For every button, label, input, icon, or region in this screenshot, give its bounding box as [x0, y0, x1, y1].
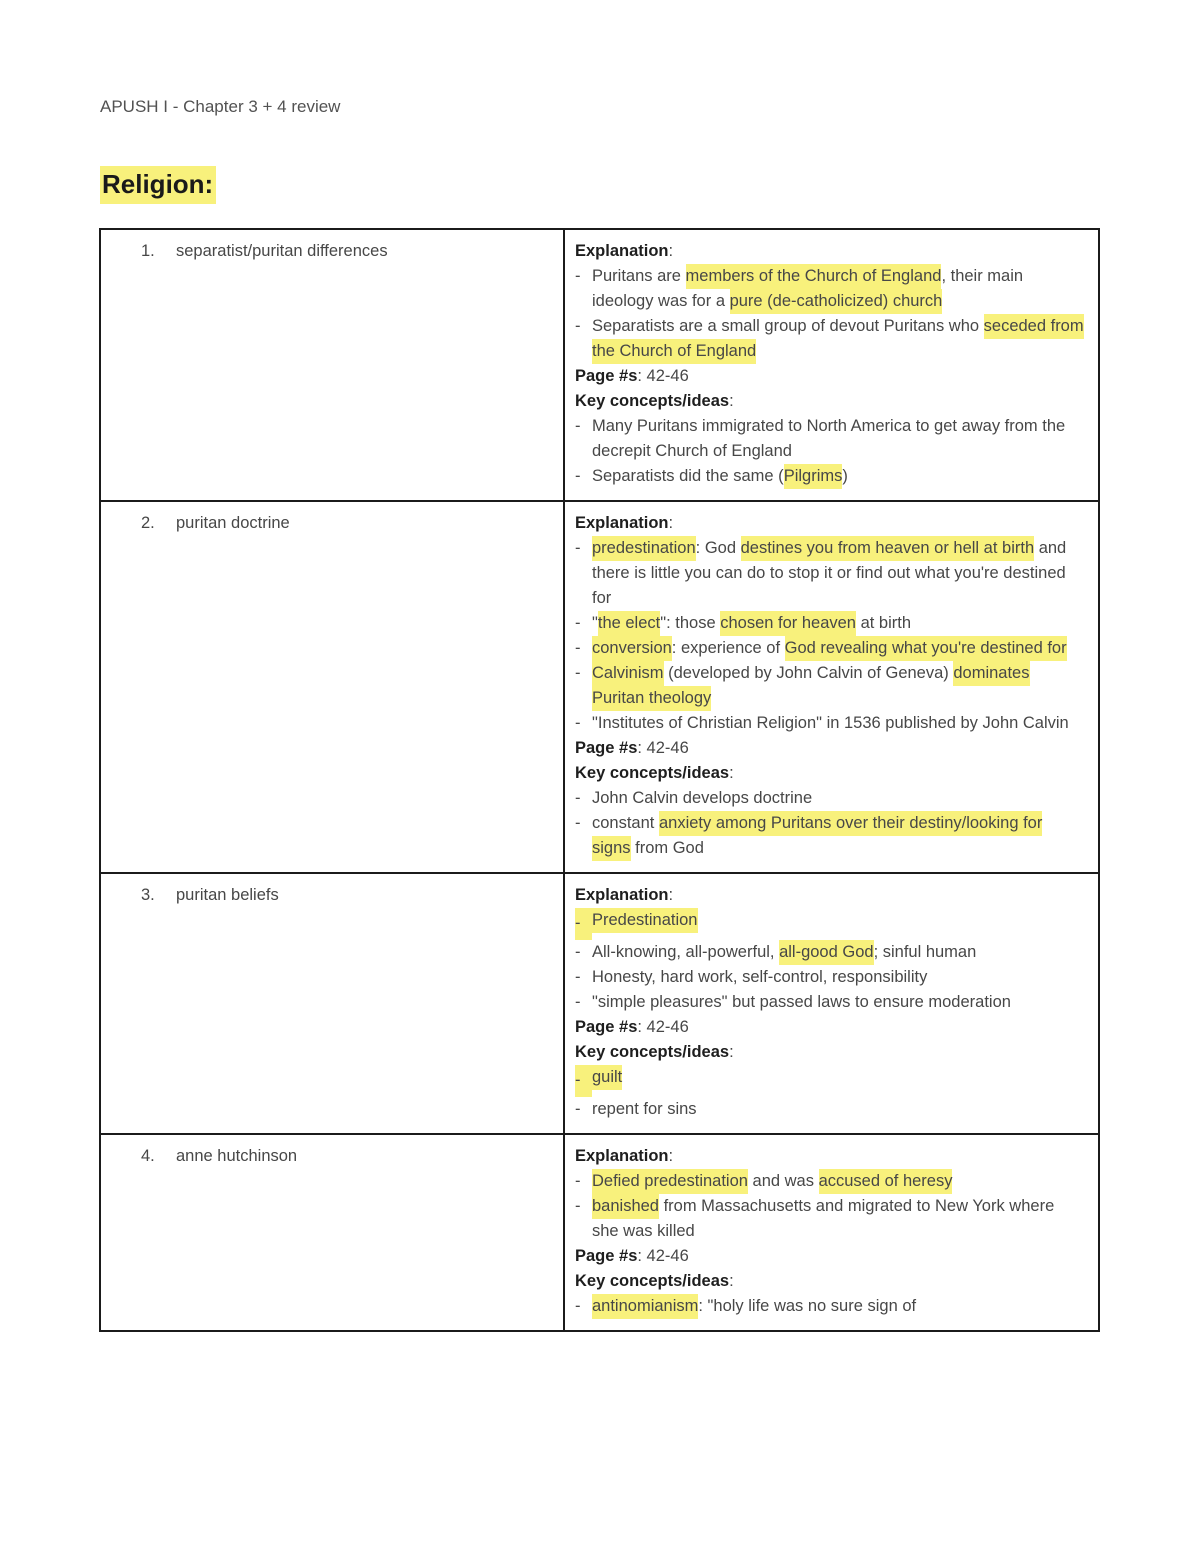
bullet-item	[575, 264, 1085, 314]
highlight-segment: destines you from heaven or hell at birth	[741, 536, 1035, 561]
bullet-dash: -	[575, 317, 581, 335]
label-line: Page #s: 42-46	[575, 739, 689, 757]
bullet-text	[592, 1169, 1085, 1194]
bullet-dash: -	[575, 908, 592, 940]
label-bold: Page #s	[575, 1018, 638, 1036]
topic-number: 1.	[141, 242, 155, 260]
bullet-dash: -	[575, 1065, 592, 1097]
highlight-segment: banished	[592, 1194, 659, 1219]
topic-cell	[100, 501, 564, 873]
bullet-item	[575, 990, 1085, 1015]
highlight-segment: Defied predestination	[592, 1169, 748, 1194]
doc-title: APUSH I - Chapter 3 + 4 review	[100, 97, 341, 116]
label-bold: Key concepts/ideas	[575, 1043, 730, 1061]
highlight-segment: conversion	[592, 636, 672, 661]
label-bold: Explanation	[575, 242, 669, 260]
bullet-dash: -	[575, 267, 581, 285]
bullet-item	[575, 1065, 1085, 1097]
highlight-segment: predestination	[592, 536, 696, 561]
table-row	[100, 873, 1099, 1134]
label-bold: Explanation	[575, 1147, 669, 1165]
bullet-dash: -	[575, 639, 581, 657]
bullet-text	[592, 264, 1085, 314]
highlight-segment: antinomianism	[592, 1294, 698, 1319]
bullet-item	[575, 711, 1085, 736]
table-row	[100, 501, 1099, 873]
bullet-text	[592, 1065, 1085, 1097]
label-bold: Key concepts/ideas	[575, 392, 730, 410]
label-bold: Explanation	[575, 514, 669, 532]
label-line: Page #s: 42-46	[575, 367, 689, 385]
explanation-cell	[564, 501, 1099, 873]
bullet-dash: -	[575, 943, 581, 961]
text-segment: ; sinful human	[873, 943, 977, 961]
topic-number: 4.	[141, 1147, 155, 1165]
label-bold: Key concepts/ideas	[575, 1272, 730, 1290]
bullet-dash: -	[575, 968, 581, 986]
label-line: Explanation:	[575, 242, 674, 260]
label-line: Key concepts/ideas:	[575, 764, 734, 782]
bullet-item	[575, 536, 1085, 611]
bullet-text	[592, 1294, 1085, 1319]
topic-text: puritan doctrine	[176, 514, 290, 532]
bullet-dash: -	[575, 664, 581, 682]
bullet-text	[592, 965, 1085, 990]
label-bold: Key concepts/ideas	[575, 764, 730, 782]
label-bold: Page #s	[575, 1247, 638, 1265]
bullet-item	[575, 1294, 1085, 1319]
text-segment: Many Puritans immigrated to North America to get away from the decrepit Church of England	[592, 417, 1066, 460]
label-line: Key concepts/ideas:	[575, 1043, 734, 1061]
highlight-segment: guilt	[592, 1065, 622, 1090]
bullet-text	[592, 1194, 1085, 1244]
topic-text: separatist/puritan differences	[176, 242, 388, 260]
bullet-item	[575, 464, 1085, 489]
text-segment: from God	[630, 839, 704, 857]
highlight-segment: dominates Puritan theology	[592, 661, 1030, 711]
label-line: Key concepts/ideas:	[575, 1272, 734, 1290]
bullet-text	[592, 908, 1085, 940]
bullet-item	[575, 414, 1085, 464]
label-bold: Explanation	[575, 886, 669, 904]
bullet-text	[592, 1097, 1085, 1122]
topic-number: 3.	[141, 886, 155, 904]
topic-line	[141, 1144, 555, 1169]
topic-text: anne hutchinson	[176, 1147, 298, 1165]
bullet-item	[575, 611, 1085, 636]
topic-line	[141, 239, 555, 264]
bullet-text	[592, 661, 1085, 711]
topic-line	[141, 883, 555, 908]
bullet-dash: -	[575, 539, 581, 557]
bullet-dash: -	[575, 614, 581, 632]
highlight-segment: seceded from the Church of England	[592, 314, 1084, 364]
bullet-item	[575, 314, 1085, 364]
topic-cell	[100, 873, 564, 1134]
bullet-dash: -	[575, 1172, 581, 1190]
text-segment: : experience of	[671, 639, 785, 657]
explanation-cell	[564, 873, 1099, 1134]
highlight-segment: God revealing what you're destined for	[785, 636, 1067, 661]
text-segment: : "holy life was no sure sign of	[698, 1297, 917, 1315]
bullet-item	[575, 965, 1085, 990]
highlight-segment: pure (de-catholicized) church	[730, 289, 943, 314]
text-segment: ": those	[660, 614, 721, 632]
text-segment: Separatists are a small group of devout Puritans who	[592, 317, 984, 335]
explanation-cell	[564, 1134, 1099, 1331]
label-line: Explanation:	[575, 886, 674, 904]
bullet-dash: -	[575, 1297, 581, 1315]
table-row	[100, 229, 1099, 501]
highlight-segment: the elect	[598, 611, 660, 636]
bullet-item	[575, 1169, 1085, 1194]
text-segment: , their main ideology was for a	[592, 267, 1024, 310]
bullet-text	[592, 414, 1085, 464]
bullet-dash: -	[575, 993, 581, 1011]
text-segment: constant	[592, 814, 659, 832]
text-segment: John Calvin develops doctrine	[592, 789, 813, 807]
bullet-dash: -	[575, 467, 581, 485]
text-segment: and was	[747, 1172, 819, 1190]
text-segment: from Massachusetts and migrated to New York where she was killed	[592, 1197, 1055, 1240]
highlight-segment: Predestination	[592, 908, 698, 933]
highlight-segment: anxiety among Puritans over their destiny/looking for signs	[592, 811, 1042, 861]
bullet-text	[592, 786, 1085, 811]
highlight-segment: accused of heresy	[819, 1169, 953, 1194]
topic-cell	[100, 1134, 564, 1331]
label-line: Page #s: 42-46	[575, 1247, 689, 1265]
bullet-text	[592, 990, 1085, 1015]
bullet-item	[575, 940, 1085, 965]
section-heading	[100, 165, 216, 203]
bullet-text	[592, 464, 1085, 489]
explanation-cell	[564, 229, 1099, 501]
topic-line	[141, 511, 555, 536]
text-segment: : God	[695, 539, 741, 557]
text-segment: "simple pleasures" but passed laws to ensure moderation	[592, 993, 1011, 1011]
highlight-segment: Pilgrims	[784, 464, 843, 489]
bullet-dash: -	[575, 714, 581, 732]
label-line: Explanation:	[575, 514, 674, 532]
text-segment: "Institutes of Christian Religion" in 1536 published by John Calvin	[592, 714, 1069, 732]
bullet-text	[592, 314, 1085, 364]
bullet-text	[592, 711, 1085, 736]
text-segment: Honesty, hard work, self-control, responsibility	[592, 968, 928, 986]
bullet-item	[575, 786, 1085, 811]
text-segment: "	[592, 614, 598, 632]
section-heading-highlight: Religion:	[100, 166, 216, 204]
text-segment: and there is little you can do to stop it or find out what you're destined for	[592, 539, 1067, 607]
text-segment: Puritans are	[592, 267, 686, 285]
text-segment: at birth	[855, 614, 912, 632]
topic-text: puritan beliefs	[176, 886, 279, 904]
bullet-text	[592, 611, 1085, 636]
highlight-segment: members of the Church of England	[686, 264, 942, 289]
bullet-text	[592, 536, 1085, 611]
bullet-dash: -	[575, 789, 581, 807]
highlight-segment: all-good God	[779, 940, 873, 965]
highlight-segment: chosen for heaven	[720, 611, 856, 636]
bullet-item	[575, 908, 1085, 940]
bullet-text	[592, 811, 1085, 861]
label-line: Explanation:	[575, 1147, 674, 1165]
topic-cell	[100, 229, 564, 501]
topic-number: 2.	[141, 514, 155, 532]
text-segment: repent for sins	[592, 1100, 697, 1118]
highlight-segment: Calvinism	[592, 661, 664, 686]
label-line: Key concepts/ideas:	[575, 392, 734, 410]
bullet-item	[575, 661, 1085, 711]
text-segment: Separatists did the same (	[592, 467, 784, 485]
text-segment: (developed by John Calvin of Geneva)	[663, 664, 954, 682]
text-segment: )	[842, 467, 848, 485]
label-line: Page #s: 42-46	[575, 1018, 689, 1036]
text-segment: All-knowing, all-powerful,	[592, 943, 780, 961]
label-bold: Page #s	[575, 739, 638, 757]
bullet-dash: -	[575, 1197, 581, 1215]
bullet-item	[575, 1194, 1085, 1244]
bullet-item	[575, 1097, 1085, 1122]
bullet-item	[575, 636, 1085, 661]
bullet-dash: -	[575, 814, 581, 832]
bullet-text	[592, 940, 1085, 965]
bullet-dash: -	[575, 1100, 581, 1118]
bullet-text	[592, 636, 1085, 661]
bullet-dash: -	[575, 417, 581, 435]
bullet-item	[575, 811, 1085, 861]
table-row	[100, 1134, 1099, 1331]
review-table	[99, 228, 1100, 1332]
label-bold: Page #s	[575, 367, 638, 385]
